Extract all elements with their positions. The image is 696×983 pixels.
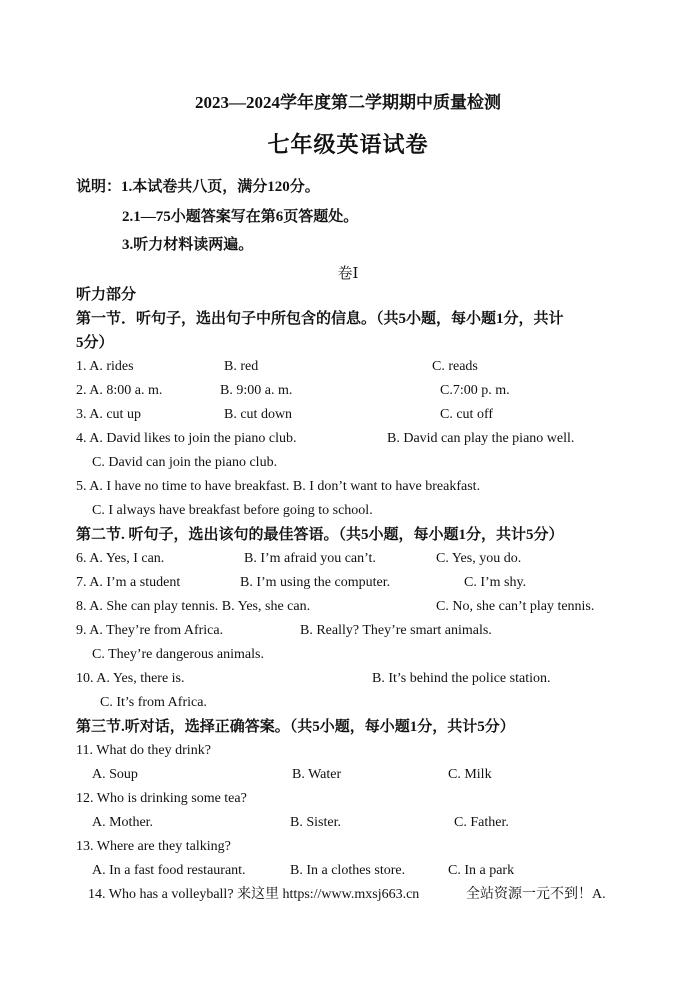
q5-option-ab: 5. A. I have no time to have breakfast. B. I don’t want to have breakfast. bbox=[76, 479, 481, 494]
volume-label: 卷Ⅰ bbox=[337, 266, 359, 282]
q3-option-c: C. cut off bbox=[440, 407, 494, 422]
q7-option-a: 7. A. I’m a student bbox=[76, 575, 181, 590]
section1-heading: 第一节．听句子，选出句子中所包含的信息。（共5小题，每小题1分，共计 bbox=[76, 311, 564, 327]
q14-tail: 全站资源一元不到！A. bbox=[466, 887, 606, 902]
q2-option-c: C.7:00 p. m. bbox=[440, 383, 510, 398]
q8-option-ab: 8. A. She can play tennis. B. Yes, she can. bbox=[76, 599, 311, 614]
q2-option-b: B. 9:00 a. m. bbox=[220, 383, 293, 398]
q4-option-b: B. David can play the piano well. bbox=[387, 431, 575, 446]
q7-option-c: C. I’m shy. bbox=[464, 575, 527, 590]
q14-question: 14. Who has a volleyball? 来这里 https://www.mxsj663.cn bbox=[88, 887, 420, 902]
note-2: 2.1—75小题答案写在第6页答题处。 bbox=[122, 209, 359, 225]
q1-option-a: 1. A. rides bbox=[76, 359, 134, 374]
q12-option-c: C. Father. bbox=[454, 815, 509, 830]
q4-option-c: C. David can join the piano club. bbox=[92, 455, 278, 470]
q10-option-c: C. It’s from Africa. bbox=[100, 695, 207, 710]
q3-option-a: 3. A. cut up bbox=[76, 407, 141, 422]
q10-option-b: B. It’s behind the police station. bbox=[372, 671, 551, 686]
q13-option-b: B. In a clothes store. bbox=[290, 863, 406, 878]
q9-option-a: 9. A. They’re from Africa. bbox=[76, 623, 224, 638]
q11-question: 11. What do they drink? bbox=[76, 743, 211, 758]
exam-title: 2023—2024学年度第二学期期中质量检测 bbox=[195, 93, 501, 112]
q1-option-c: C. reads bbox=[432, 359, 478, 374]
exam-subtitle: 七年级英语试卷 bbox=[267, 132, 429, 157]
q13-option-a: A. In a fast food restaurant. bbox=[92, 863, 246, 878]
q1-option-b: B. red bbox=[224, 359, 259, 374]
q12-option-b: B. Sister. bbox=[290, 815, 341, 830]
q11-option-b: B. Water bbox=[292, 767, 342, 782]
section3-heading: 第三节.听对话，选择正确答案。（共5小题，每小题1分，共计5分） bbox=[76, 719, 515, 735]
q2-option-a: 2. A. 8:00 a. m. bbox=[76, 383, 163, 398]
part-label: 听力部分 bbox=[76, 287, 137, 303]
q9-option-c: C. They’re dangerous animals. bbox=[92, 647, 264, 662]
q4-option-a: 4. A. David likes to join the piano club. bbox=[76, 431, 297, 446]
q6-option-a: 6. A. Yes, I can. bbox=[76, 551, 165, 566]
q9-option-b: B. Really? They’re smart animals. bbox=[300, 623, 492, 638]
q13-question: 13. Where are they talking? bbox=[76, 839, 231, 854]
q5-option-c: C. I always have breakfast before going to school. bbox=[92, 503, 373, 518]
section1-heading-cont: 5分） bbox=[76, 335, 114, 351]
q10-option-a: 10. A. Yes, there is. bbox=[76, 671, 185, 686]
q6-option-c: C. Yes, you do. bbox=[436, 551, 522, 566]
q6-option-b: B. I’m afraid you can’t. bbox=[244, 551, 376, 566]
note-1: 说明：1.本试卷共八页，满分120分。 bbox=[76, 179, 320, 195]
q3-option-b: B. cut down bbox=[224, 407, 293, 422]
q13-option-c: C. In a park bbox=[448, 863, 515, 878]
q12-option-a: A. Mother. bbox=[92, 815, 154, 830]
section2-heading: 第二节. 听句子，选出该句的最佳答语。（共5小题，每小题1分，共计5分） bbox=[76, 527, 564, 543]
q8-option-c: C. No, she can’t play tennis. bbox=[436, 599, 595, 614]
q11-option-a: A. Soup bbox=[92, 767, 138, 782]
note-3: 3.听力材料读两遍。 bbox=[122, 237, 254, 253]
q12-question: 12. Who is drinking some tea? bbox=[76, 791, 247, 806]
q7-option-b: B. I’m using the computer. bbox=[240, 575, 391, 590]
q11-option-c: C. Milk bbox=[448, 767, 492, 782]
